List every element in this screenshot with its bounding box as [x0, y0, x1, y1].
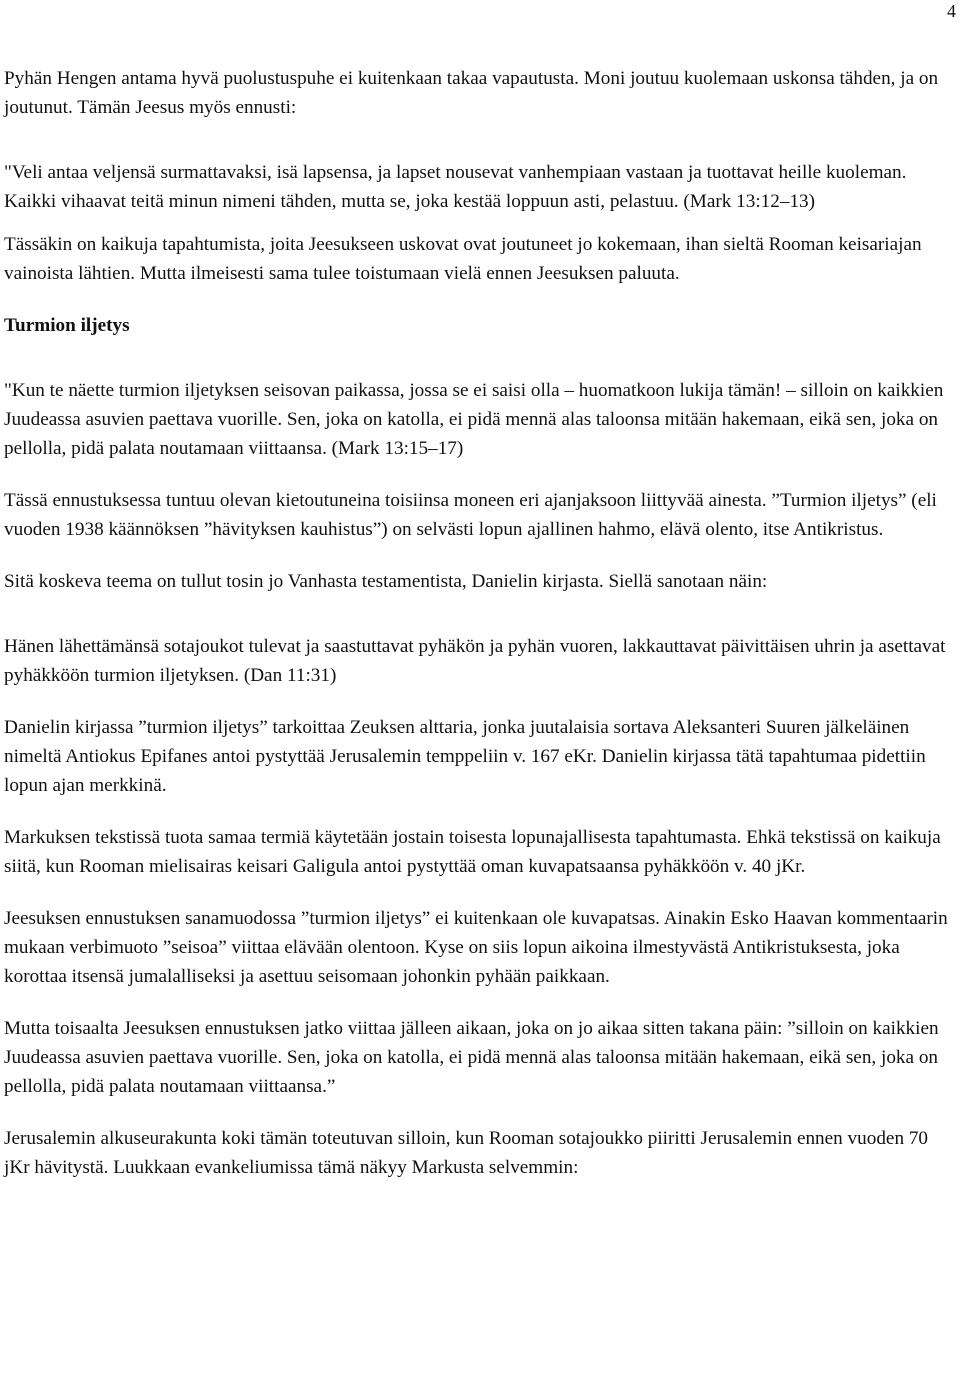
block-quote: "Kun te näette turmion iljetyksen seisovan paikassa, jossa se ei saisi olla – huomatkoon lukija tämän! – silloin on kaikkien Juudeassa asuvien paettava vuorille. Sen, joka on katolla, ei pidä mennä alas taloonsa mitään hakemaan, eikä sen, joka on pellolla, pidä palata noutamaan viittaansa. (Mark 13:15–17): [4, 380, 944, 459]
page-content: [4, 64, 954, 1182]
paragraph: Tässäkin on kaikuja tapahtumista, joita Jeesukseen uskovat ovat joutuneet jo kokemaan, ihan sieltä Rooman keisariajan vainoista lähtien. Mutta ilmeisesti sama tulee toistumaan vielä ennen Jeesuksen paluuta.: [4, 234, 922, 284]
paragraph: Sitä koskeva teema on tullut tosin jo Vanhasta testamentista, Danielin kirjasta. Siellä sanotaan näin:: [4, 571, 768, 592]
paragraph: Jerusalemin alkuseurakunta koki tämän toteutuvan silloin, kun Rooman sotajoukko piiritti Jerusalemin ennen vuoden 70 jKr hävitystä. Luukkaan evankeliumissa tämä näkyy Markusta selvemmin:: [4, 1128, 929, 1178]
section-heading: Turmion iljetys: [4, 315, 130, 336]
paragraph: Mutta toisaalta Jeesuksen ennustuksen jatko viittaa jälleen aikaan, joka on jo aikaa sitten takana päin: ”silloin on kaikkien Juudeassa asuvien paettava vuorille. Sen, joka on katolla, ei pidä mennä alas taloonsa mitään hakemaan, eikä sen, joka on pellolla, pidä palata noutamaan viittaansa.”: [4, 1018, 939, 1097]
paragraph: Markuksen tekstissä tuota samaa termiä käytetään jostain toisesta lopunajallisesta tapahtumasta. Ehkä tekstissä on kaikuja siitä, kun Rooman mielisairas keisari Galigula antoi pystyttää oman kuvapatsaansa pyhäkköön v. 40 jKr.: [4, 827, 941, 877]
paragraph: Jeesuksen ennustuksen sanamuodossa ”turmion iljetys” ei kuitenkaan ole kuvapatsas. Ainakin Esko Haavan kommentaarin mukaan verbimuoto ”seisoa” viittaa elävään olentoon. Kyse on siis lopun aikoina ilmestyvästä Antikristuksesta, joka korottaa itsensä jumalalliseksi ja asettuu seisomaan johonkin pyhään paikkaan.: [4, 908, 948, 987]
paragraph: Pyhän Hengen antama hyvä puolustuspuhe ei kuitenkaan takaa vapautusta. Moni joutuu kuolemaan uskonsa tähden, ja on joutunut. Tämän Jeesus myös ennusti:: [4, 68, 939, 118]
page-number: 4: [947, 1, 956, 21]
block-quote: Hänen lähettämänsä sotajoukot tulevat ja saastuttavat pyhäkön ja pyhän vuoren, lakkauttavat päivittäisen uhrin ja asettavat pyhäkköön turmion iljetyksen. (Dan 11:31): [4, 636, 946, 686]
paragraph: Danielin kirjassa ”turmion iljetys” tarkoittaa Zeuksen alttaria, jonka juutalaisia sortava Aleksanteri Suuren jälkeläinen nimeltä Antiokus Epifanes antoi pystyttää Jerusalemin temppeliin v. 167 eKr. Danielin kirjassa tätä tapahtumaa pidettiin lopun ajan merkkinä.: [4, 717, 926, 796]
block-quote: "Veli antaa veljensä surmattavaksi, isä lapsensa, ja lapset nousevat vanhempiaan vastaan ja tuottavat heille kuoleman. Kaikki vihaavat teitä minun nimeni tähden, mutta se, joka kestää loppuun asti, pelastuu. (Mark 13:12–13): [4, 162, 907, 212]
paragraph: Tässä ennustuksessa tuntuu olevan kietoutuneina toisiinsa moneen eri ajanjaksoon liittyvää ainesta. ”Turmion iljetys” (eli vuoden 1938 käännöksen ”hävityksen kauhistus”) on selvästi lopun ajallinen hahmo, elävä olento, itse Antikristus.: [4, 490, 937, 540]
